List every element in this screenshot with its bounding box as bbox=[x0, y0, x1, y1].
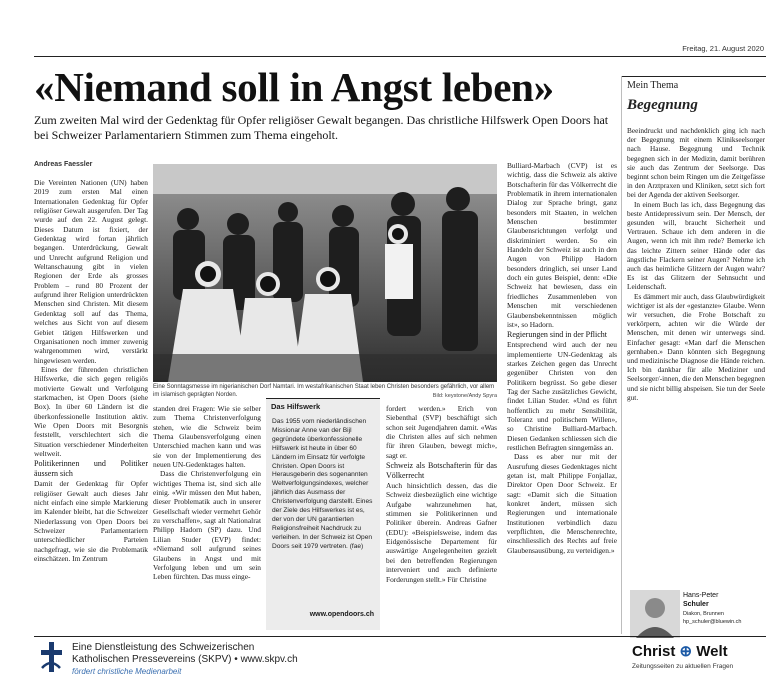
columnist-info bbox=[683, 610, 741, 626]
bottom-rule bbox=[34, 636, 766, 637]
globe-cross-icon: ⊕ bbox=[675, 643, 697, 660]
paragraph: Die Vereinten Nationen (UN) haben 2019 zum ersten Mal einen Internationalen Gedenktag für Opfer religiöser Gewalt ausgerufen. Der Tag wurde auf den 22. August gelegt. Dieses Datum ist fixiert, der Gedenktag wird fortan jährlich begangen. Unterdrückung, Gewalt und Unrecht aufgrund Religion und Weltanschauung gibt in vielen Regionen der Erde als grosses Problem – rund 80 Prozent der aufgrund ihrer Religion unterdrückten Menschen sind Christen. Mit diesem Gedenktag soll auf das Thema, welches aus Sicht von auf diesem Gebiet tätigen Hilfswerken und Organisationen noch immer zuwenig wahrgenommen wird, verstärkt hingewiesen werden. bbox=[34, 178, 148, 365]
paragraph: Auch hinsichtlich dessen, das die Schweiz diesbezüglich eine wichtige Aufgabe wahrzunehmen hat, stimmen sie Politikerinnen und Politiker überein. Andreas Gafner (EDU): «Beispielsweise, indem das Eidgenössische Departement für auswärtige Angelegenheiten gezielt bei den betreffenden Regierungen interveniert und auch definierte Forderungen stellt.» Für Christine bbox=[386, 481, 497, 584]
subheading: Schweiz als Botschafterin für das Völkerrecht bbox=[386, 461, 497, 481]
paragraph: Beeindruckt und nachdenklich ging ich nach der Begegnung mit einem Klinikseelsorger nach Hause. Begegnung und Technik begegnen sich in der Medizin, damit berühren sie auch das Zentrum der Seelsorge. Das beginnt schon beim Ringen um die Zeitgefässe in den Arztpraxen und Kliniken, setzt sich fort bei der Agenda der aktiven Seelsorger. bbox=[627, 126, 765, 200]
paragraph: standen drei Fragen: Wie sie selber zum Thema Christenverfolgung stehen, wie die Schweiz beim Thema Glaubensverfolgung einen Unterschied machen kann und was sie von der Implementierung des neuen UN-Gedenktages halten. bbox=[153, 404, 261, 470]
info-box bbox=[266, 398, 380, 630]
paragraph: Es dämmert mir auch, dass Glaubwürdigkeit wichtiger ist als der «gestanzte» Glaube. Wenn wir versuchen, die Frohe Botschaft zu verkörpern, achten wir die Würde der Menschen, mit denen wir unterwegs sind. Einfacher gesagt: «Man darf die Menschen gernhaben.» Dann könnten sich Begegnung und medizinische Diagnose die Hände reichen. Ich bin dankbar für alle Mediziner und Seelsorger/-innen, die den Menschen begegnen und sie nicht billig abspeisen. Sie tun der Seele gut. bbox=[627, 291, 765, 402]
paragraph: Damit der Gedenktag für Opfer religiöser Gewalt auch dieses Jahr nicht einfach eine simple Markierung im Kalender bleibt, hat die Schweizer Niederlassung von Open Doors bei Schweizer Parlamentariern unterschiedlicher Parteien nachgefragt, wie sie die Problematik einschätzen. Im Zentrum bbox=[34, 479, 148, 564]
paragraph: fordert werden.» Erich von Siebenthal (SVP) beschäftigt sich schon seit Jugendjahren damit. «Was die Christen alles auf sich nehmen für ihren Glauben, bewegt mich», sagt er. bbox=[386, 404, 497, 460]
article-column-1 bbox=[34, 178, 148, 634]
sidebar-rule bbox=[622, 76, 766, 77]
lead-paragraph: Zum zweiten Mal wird der Gedenktag für Opfer religiöser Gewalt begangen. Das christliche Hilfswerk Open Doors hat bei Schweizer Parlamentariern Stimmen zum Thema eingeholt. bbox=[34, 113, 609, 142]
article-photo bbox=[153, 164, 497, 382]
church-service-photo bbox=[153, 164, 497, 382]
article-column-3 bbox=[386, 404, 497, 634]
sidebar-label: Mein Thema bbox=[627, 80, 679, 91]
sidebar-divider bbox=[621, 76, 622, 634]
brand-right: Welt bbox=[696, 643, 728, 660]
subheading: Regierungen sind in der Pflicht bbox=[507, 330, 607, 340]
sidebar-title: Begegnung bbox=[627, 97, 698, 113]
paragraph: Dass die Christenverfolgung ein wichtiges Thema ist, sind sich alle einig. «Wir müssen den Mut haben, dieser Problematik auch in unserer Gesellschaft wieder vermehrt Gehör zu verschaffen», sagt alt Nationalrat Philipp Hadorn (SP) dazu. Und Lilian Studer (EVP) findet: «Niemand soll aufgrund seines Glaubens in Angst und mit Verfolgung leben und um sein Leben fürchten. Das muss einge- bbox=[153, 469, 261, 582]
christ-welt-logo bbox=[632, 642, 728, 660]
article-column-4 bbox=[507, 161, 617, 634]
info-box-text: Das 1955 vom niederländischen Missionar Anne van der Bijl gegründete überkonfessionelle Hilfswerk ist heute in über 60 Ländern im Einsatz für verfolgte Christen. Open Doors ist Herausgeberin des sogenannten Weltverfolgungsindexes, welcher jährlich das Ausmass der Christenverfolgung darstellt. Eines der Ziele des Hilfswerkes ist es, der von der UN garantierten Religionsfreiheit Nachdruck zu verleihen. In der Schweiz ist Open Doors seit 1979 vertreten. (fae) bbox=[272, 418, 373, 550]
paragraph: Eines der führenden christlichen Hilfswerke, die sich gegen religiös motivierte Gewalt und Verfolgung starkmachen, ist Open Doors (siehe Box). In über 60 Ländern ist die überkonfessionelle Institution aktiv. Wie Open Doors mit Besorgnis feststellt, verschlechtert sich die Situation verschiedener Minderheiten weltweit. bbox=[34, 364, 148, 458]
photo-credit: Bild: keystone/Andy Spyra bbox=[432, 393, 497, 399]
info-box-title: Das Hilfswerk bbox=[266, 398, 380, 413]
skpv-logo-icon bbox=[38, 640, 64, 674]
columnist-photo bbox=[630, 590, 680, 638]
brand-tagline: Zeitungsseiten zu aktuellen Fragen bbox=[632, 663, 734, 670]
article-column-2 bbox=[153, 404, 261, 634]
columnist-name bbox=[683, 592, 718, 609]
subheading: Politikerinnen und Politiker äussern sich bbox=[34, 459, 148, 479]
footer-tagline: fördert christliche Medienarbeit bbox=[72, 667, 182, 676]
headline: «Niemand soll in Angst leben» bbox=[34, 64, 554, 110]
sidebar-column bbox=[627, 126, 765, 588]
top-rule bbox=[34, 56, 766, 57]
issue-date: Freitag, 21. August 2020 bbox=[682, 44, 764, 53]
article-author: Andreas Faessler bbox=[34, 161, 93, 168]
columnist-last-name: Schuler bbox=[683, 600, 709, 608]
columnist-first-name: Hans-Peter bbox=[683, 592, 719, 599]
footer-line-1: Eine Dienstleistung des Schweizerischen bbox=[72, 642, 255, 653]
columnist-email[interactable]: hp_schuler@bluewin.ch bbox=[683, 619, 742, 625]
columnist-role: Diakon, Brunnen bbox=[683, 611, 724, 617]
brand-left: Christ bbox=[632, 643, 676, 660]
info-box-link[interactable]: www.opendoors.ch bbox=[309, 611, 374, 618]
paragraph: Entsprechend wird auch der neu implementierte UN-Gedenktag als starkes Zeichen gegen das Unrecht gegenüber Christen von den Politikern begrüsst. So gebe dieser Tag der Sache zusätzliches Gewicht, findet Lilian Studer. «Und es führt hoffentlich zu mehr Sensibilität, Toleranz und politischem Willen», so Christine Bulliard-Marbach. Diesen Gedanken schliessen sich die restlichen Befragten sinngemäss an. bbox=[507, 340, 617, 452]
paragraph: In einem Buch las ich, dass Begegnung das beste Antidepressivum sein. Der Mensch, der gesunden will, braucht Sicherheit und Vertrauen. Schaue ich dem anderen in die Augen, wenn ich mit ihm rede? Bemerke ich das leichte Zittern seiner Hände oder das ängstliche Flackern seiner Augen? Nehme ich auch das heimliche Glitzern der Augen wahr? Es ist das Glitzern der Sehnsucht und Leidenschaft. bbox=[627, 199, 765, 292]
paragraph: Dass es aber nur mit der Ausrufung dieses Gedenktages nicht getan ist, malt Philippe Fonjallaz, Direktor Open Door Schweiz. Er sagt: «Damit sich die Situation konkret ändert, müssen sich Regierungen und internationale Institutionen verbindlich dazu verpflichten, die Menschenrechte, einschliesslich des Rechts auf freie Glaubensausübung, zu verteidigen.» bbox=[507, 452, 617, 555]
footer-line-2: Katholischen Pressevereins (SKPV) • www.skpv.ch bbox=[72, 654, 298, 665]
photo-caption: Eine Sonntagsmesse im nigerianischen Dorf Namtari. Im westafrikanischen Staat leben Christen besonders gefährlich, vor allem im islamisch geprägten Norden. bbox=[153, 384, 495, 398]
paragraph: Bulliard-Marbach (CVP) ist es wichtig, dass die Schweiz als aktive Botschafterin für das Völkerrecht die Problematik in ihrem internationalen Dialog zur Sprache bringt, ganz besonders mit Staaten, in welchen Menschen bestimmter Glaubensrichtungen verfolgt und diskriminiert werden. So ein Handeln der Schweiz ist auch in den Augen von Philipp Hadorn besonders dringlich, sei unser Land doch ein gutes Beispiel, denn: «Die Schweiz hat bewiesen, dass ein friedliches Zusammenleben von Menschen mit verschiedenen Glaubensbekenntnissen möglich ist», so Hadorn. bbox=[507, 161, 617, 329]
